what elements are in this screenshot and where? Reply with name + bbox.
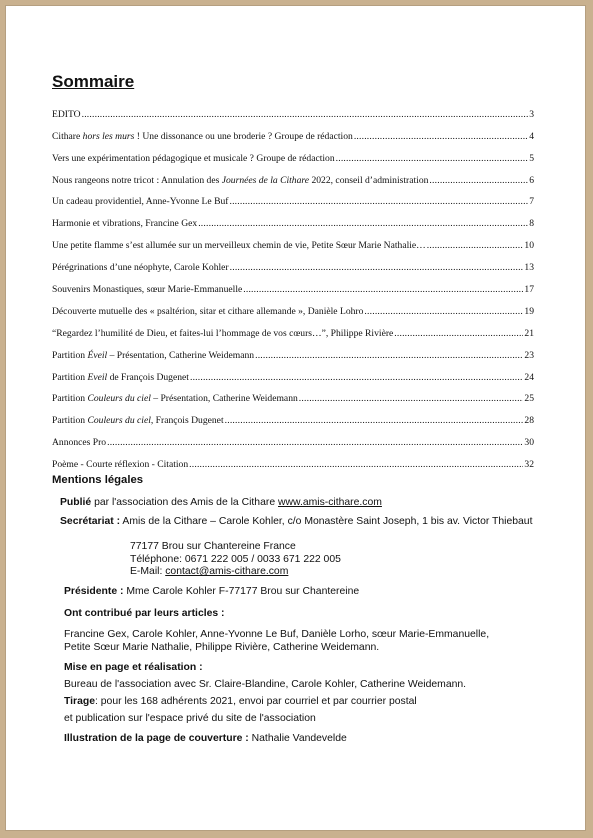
address-email <box>130 566 593 579</box>
toc-entry[interactable] <box>52 251 534 273</box>
toc-dot-leader <box>336 153 529 164</box>
toc-entry-title <box>52 175 428 186</box>
toc-entry-text: Cithare <box>52 130 83 142</box>
page-title: Sommaire <box>52 72 135 91</box>
print-run-label: Tirage <box>64 696 95 707</box>
presidente <box>64 586 549 599</box>
toc-page-number: 32 <box>524 459 534 471</box>
print-run-line-2: et publication sur l'espace privé du site de l'association <box>64 712 316 724</box>
toc-entry-title <box>52 196 228 207</box>
table-of-contents <box>52 98 534 470</box>
layout-credits <box>64 662 549 691</box>
toc-page-number: 6 <box>529 174 534 186</box>
toc-entry-title <box>52 284 242 295</box>
toc-entry[interactable] <box>52 339 534 361</box>
toc-entry-text: Pérégrinations d’une néophyte, Carole Kohler <box>52 262 229 274</box>
toc-entry-text: Harmonie et vibrations, Francine Gex <box>52 218 198 230</box>
toc-entry-text: Un cadeau providentiel, Anne-Yvonne Le Buf <box>52 196 229 208</box>
toc-entry-title <box>52 153 335 164</box>
toc-dot-leader <box>82 109 529 120</box>
toc-entry-title <box>52 437 106 448</box>
address-city: 77177 Brou sur Chantereine France <box>130 541 296 552</box>
toc-page-number: 4 <box>529 130 534 142</box>
toc-dot-leader <box>354 131 528 142</box>
toc-entry-title <box>52 240 426 251</box>
toc-page-number: 17 <box>524 284 534 296</box>
print-run <box>64 696 549 725</box>
toc-entry-italic-text: hors les murs <box>82 130 135 142</box>
toc-entry-text: Partition <box>52 393 88 405</box>
toc-entry-text: Poème - Courte réflexion - Citation <box>52 459 189 471</box>
toc-entry-title <box>52 109 81 120</box>
toc-entry-title <box>52 262 229 273</box>
toc-dot-leader <box>229 196 528 207</box>
toc-dot-leader <box>429 175 528 186</box>
toc-entry-text: Annonces Pro <box>52 437 107 449</box>
document-page <box>6 6 585 830</box>
toc-entry[interactable] <box>52 186 534 208</box>
toc-entry[interactable] <box>52 207 534 229</box>
toc-entry[interactable] <box>52 229 534 251</box>
contributors-line-2: Petite Sœur Marie Nathalie, Philippe Rivière, Catherine Weidemann. <box>64 641 380 653</box>
toc-entry[interactable] <box>52 448 534 470</box>
toc-entry-text: Partition <box>52 371 88 383</box>
toc-dot-leader <box>299 393 524 404</box>
toc-page-number: 30 <box>524 437 534 449</box>
toc-entry-text: Une petite flamme s’est allumée sur un merveilleux chemin de vie, Petite Sœur Marie Nathalie… <box>52 240 426 252</box>
toc-page-number: 21 <box>524 327 534 339</box>
toc-dot-leader <box>198 218 528 229</box>
address-phone: Téléphone: 0671 222 005 / 0033 671 222 005 <box>130 553 341 565</box>
toc-dot-leader <box>255 350 523 361</box>
toc-entry-title <box>52 350 254 361</box>
layout-label: Mise en page et réalisation : <box>64 662 203 673</box>
toc-entry[interactable] <box>52 98 534 120</box>
contributors-label: Ont contribué par leurs articles : <box>64 608 225 619</box>
toc-dot-leader <box>225 415 524 426</box>
toc-dot-leader <box>107 437 523 448</box>
presidente-text: Mme Carole Kohler F-77177 Brou sur Chantereine <box>123 586 360 597</box>
contributors-line-1: Francine Gex, Carole Kohler, Anne-Yvonne Le Buf, Danièle Lorho, sœur Marie-Emmanuelle, <box>64 629 490 640</box>
toc-page-number: 28 <box>524 415 534 427</box>
secretariat-label: Secrétariat : <box>60 516 121 527</box>
toc-entry-title <box>52 459 188 470</box>
toc-entry-text: – Présentation, Catherine Weidemann <box>150 393 298 405</box>
toc-entry[interactable] <box>52 404 534 426</box>
toc-entry[interactable] <box>52 120 534 142</box>
toc-entry-title <box>52 218 197 229</box>
toc-page-number: 24 <box>524 371 534 383</box>
toc-entry[interactable] <box>52 383 534 405</box>
website-link[interactable]: www.amis-cithare.com <box>278 497 382 508</box>
toc-page-number: 3 <box>529 108 534 120</box>
toc-entry-italic-text: Couleurs du ciel <box>87 415 151 427</box>
contributors-heading <box>64 608 549 621</box>
toc-entry-text: Partition <box>52 415 88 427</box>
toc-dot-leader <box>394 328 523 339</box>
toc-entry[interactable] <box>52 426 534 448</box>
toc-entry-text: EDITO <box>52 108 81 120</box>
toc-dot-leader <box>364 306 523 317</box>
toc-entry[interactable] <box>52 273 534 295</box>
toc-page-number: 23 <box>524 349 534 361</box>
toc-entry-title <box>52 393 298 404</box>
toc-entry-italic-text: Journées de la Cithare <box>221 174 310 186</box>
illustration-text: Nathalie Vandevelde <box>248 733 347 744</box>
published-by <box>60 497 545 510</box>
toc-entry-text: Vers une expérimentation pédagogique et musicale ? Groupe de rédaction <box>52 152 335 164</box>
toc-page-number: 13 <box>524 262 534 274</box>
toc-dot-leader <box>189 459 523 470</box>
email-label: E-Mail: <box>130 566 166 577</box>
secretariat <box>60 516 545 529</box>
layout-text: Bureau de l'association avec Sr. Claire-Blandine, Carole Kohler, Catherine Weidemann. <box>64 678 467 690</box>
toc-entry-text: Souvenirs Monastiques, sœur Marie-Emmanuelle <box>52 284 243 296</box>
contributors-list <box>64 629 549 654</box>
toc-entry[interactable] <box>52 164 534 186</box>
toc-page-number: 10 <box>524 240 534 252</box>
toc-dot-leader <box>230 262 524 273</box>
toc-entry[interactable] <box>52 142 534 164</box>
toc-entry[interactable] <box>52 295 534 317</box>
print-run-text: : pour les 168 adhérents 2021, envoi par courriel et par courrier postal <box>95 696 417 707</box>
toc-dot-leader <box>190 372 523 383</box>
toc-entry-title <box>52 372 189 383</box>
published-label: Publié <box>60 497 92 508</box>
toc-entry-title <box>52 328 393 339</box>
toc-page-number: 5 <box>529 152 534 164</box>
toc-entry-italic-text: Éveil <box>87 349 108 361</box>
toc-page-number: 25 <box>524 393 534 405</box>
toc-entry-italic-text: Eveil <box>87 371 108 383</box>
published-text: par l'association des Amis de la Cithare <box>91 497 278 508</box>
toc-entry-text: de François Dugenet <box>107 371 189 383</box>
toc-page-number: 19 <box>524 305 534 317</box>
legal-notice <box>52 474 552 744</box>
toc-entry-title <box>52 131 353 142</box>
presidente-label: Présidente : <box>64 586 124 597</box>
toc-entry-text: – Présentation, Catherine Weidemann <box>107 349 255 361</box>
cover-illustration <box>64 733 549 746</box>
toc-entry[interactable] <box>52 361 534 383</box>
toc-entry-text: Découverte mutuelle des « psaltérion, sitar et cithare allemande », Danièle Lohro <box>52 305 364 317</box>
toc-page-number: 8 <box>529 218 534 230</box>
toc-entry-title <box>52 306 363 317</box>
toc-entry-text: “Regardez l’humilité de Dieu, et faites-lui l’hommage de vos cœurs…”, Philippe Rivière <box>52 327 394 339</box>
toc-entry-title <box>52 415 224 426</box>
toc-dot-leader <box>243 284 523 295</box>
toc-entry-italic-text: Couleurs du ciel <box>87 393 151 405</box>
toc-entry-text: , François Dugenet <box>150 415 224 427</box>
legal-heading: Mentions légales <box>52 474 144 486</box>
email-link[interactable]: contact@amis-cithare.com <box>165 566 289 577</box>
illustration-label: Illustration de la page de couverture : <box>64 733 249 744</box>
toc-entry-text: Nous rangeons notre tricot : Annulation des <box>52 174 222 186</box>
address-block <box>130 541 593 579</box>
secretariat-text: Amis de la Cithare – Carole Kohler, c/o Monastère Saint Joseph, 1 bis av. Victor Thiebaut <box>120 516 533 527</box>
toc-entry-text: Partition <box>52 349 88 361</box>
toc-entry-text: ! Une dissonance ou une broderie ? Groupe de rédaction <box>134 130 353 142</box>
toc-entry-text: 2022, conseil d’administration <box>309 174 429 186</box>
toc-dot-leader <box>427 240 524 251</box>
toc-entry[interactable] <box>52 317 534 339</box>
toc-page-number: 7 <box>529 196 534 208</box>
